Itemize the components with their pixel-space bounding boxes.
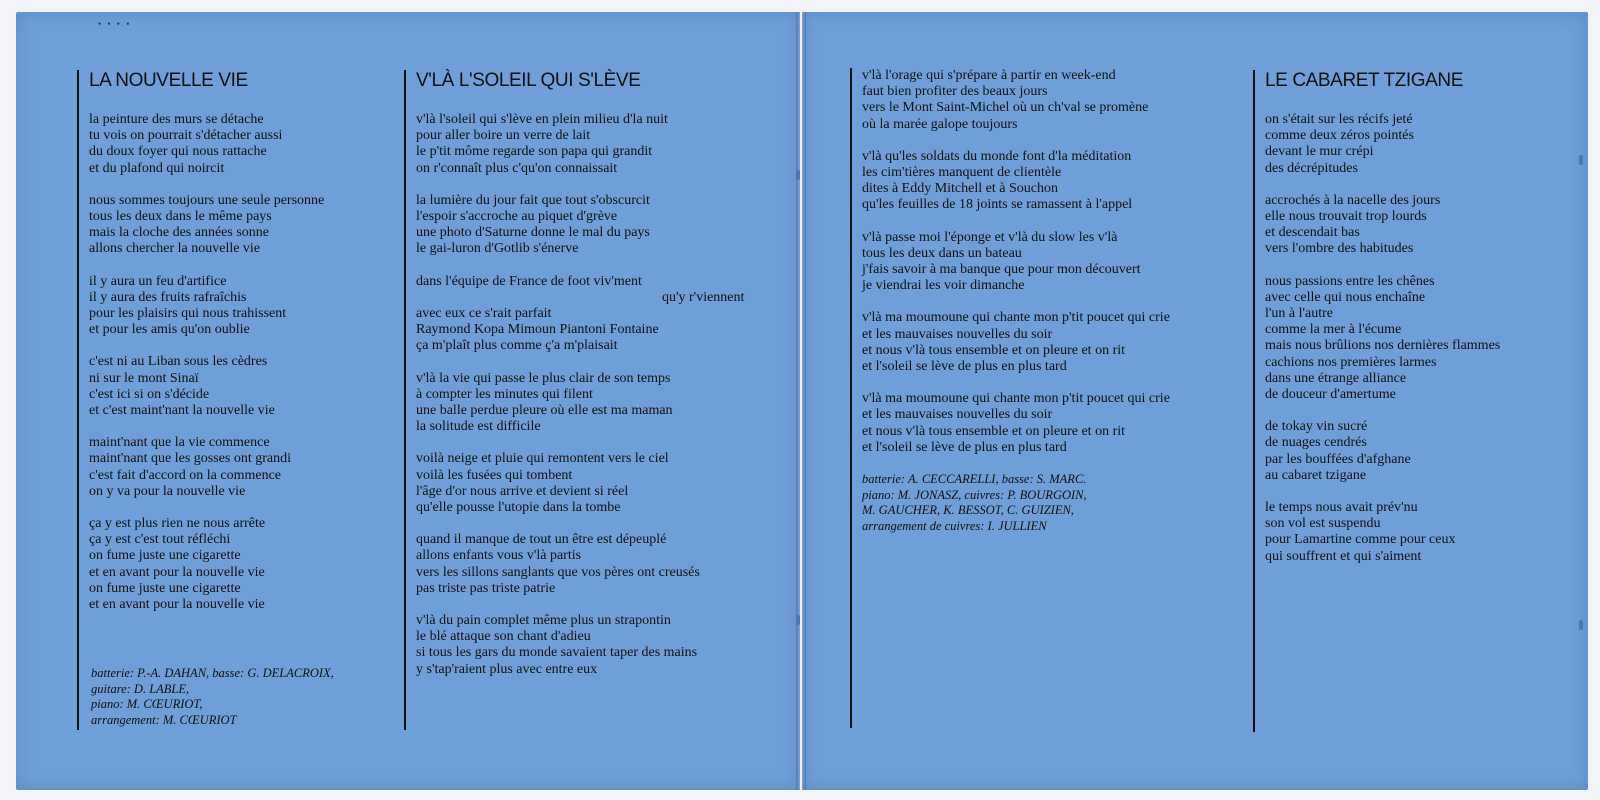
lyric-line: devant le mur crépi — [1265, 144, 1374, 160]
lyric-line: et nous v'là tous ensemble et on pleure et on rit — [862, 342, 1126, 358]
lyric-line: qui souffrent et qui s'aiment — [1265, 548, 1422, 564]
stanza — [416, 613, 776, 678]
lyric-line: voilà les fusées qui tombent — [416, 467, 573, 483]
lyric-line: j'fais savoir à ma banque que pour mon découvert — [862, 262, 1141, 278]
lyric-line: nous passions entre les chênes — [1265, 273, 1435, 289]
lyric-line: le blé attaque son chant d'adieu — [416, 629, 591, 645]
lyric-line: mais la cloche des années sonne — [89, 225, 269, 241]
lyric-line: tous les deux dans le même pays — [89, 209, 272, 225]
stanza — [862, 391, 1232, 456]
lyric-line: nous sommes toujours une seule personne — [89, 192, 325, 208]
lyric-line: et descendait bas — [1265, 225, 1360, 241]
stanza — [1265, 193, 1545, 258]
lyric-line: il y aura des fruits rafraîchis — [89, 289, 247, 305]
stanza — [862, 230, 1232, 295]
stanza — [89, 193, 389, 258]
lyric-line: ni sur le mont Sinaï — [89, 370, 199, 386]
lyric-line: v'là la vie qui passe le plus clair de son temps — [416, 370, 671, 386]
lyric-line: la peinture des murs se détache — [89, 112, 264, 127]
lyric-line: ça y est c'est tout réfléchi — [89, 532, 231, 548]
lyric-line: et pour les amis qu'on oublie — [89, 322, 250, 338]
lyric-line: et l'soleil se lève de plus en plus tard — [862, 439, 1067, 455]
lyric-line: du doux foyer qui nous rattache — [89, 144, 267, 160]
lyric-line: v'là passe moi l'éponge et v'là du slow les v'là — [862, 229, 1118, 245]
lyric-line: v'là ma moumoune qui chante mon p'tit poucet qui crie — [862, 391, 1170, 407]
binding-notch — [796, 615, 800, 625]
corner-dots: • • • • — [98, 19, 132, 29]
lyric-line: on y va pour la nouvelle vie — [89, 483, 246, 499]
lyric-line: allons enfants vous v'là partis — [416, 548, 582, 564]
lyric-line: pas triste pas triste patrie — [416, 580, 556, 596]
stanza — [416, 112, 776, 177]
song-title: LA NOUVELLE VIE — [89, 70, 248, 91]
lyric-line: une balle perdue pleure où elle est ma maman — [416, 403, 673, 419]
song-column-le-cabaret-tzigane — [1253, 70, 1545, 732]
lyric-line: v'là l'soleil qui s'lève en plein milieu d'la nuit — [416, 112, 668, 127]
lyric-line: qu'elle pousse l'utopie dans la tombe — [416, 500, 621, 516]
lyric-line: vers les sillons sanglants que vos pères ont creusés — [416, 564, 700, 580]
stanza — [89, 435, 389, 500]
stanza — [416, 274, 776, 355]
lyric-line: ça m'plaît plus comme ç'a m'plaisait — [416, 338, 618, 354]
lyric-line: je viendrai les voir dimanche — [862, 278, 1025, 294]
lyric-line: de nuages cendrés — [1265, 435, 1367, 451]
credits-block — [862, 472, 1232, 534]
stanza — [1265, 500, 1545, 565]
lyric-line: v'là du pain complet même plus un strapontin — [416, 613, 671, 629]
song-title: V'LÀ L'SOLEIL QUI S'LÈVE — [416, 70, 641, 91]
lyric-line: des décrépitudes — [1265, 160, 1358, 176]
lyric-line: vers le Mont Saint-Michel où un ch'val se promène — [862, 100, 1149, 116]
lyric-line: il y aura un feu d'artifice — [89, 273, 227, 289]
lyric-line: tu vois on pourrait s'détacher aussi — [89, 128, 283, 144]
lyric-line: faut bien profiter des beaux jours — [862, 84, 1048, 100]
lyric-line: on fume juste une cigarette — [89, 548, 241, 564]
lyric-line: qu'y r'viennent — [662, 289, 745, 305]
lyric-line: et en avant pour la nouvelle vie — [89, 597, 265, 613]
lyric-line: le p'tit môme regarde son papa qui grandit — [416, 144, 653, 160]
stanza — [416, 451, 776, 516]
lyric-line: et du plafond qui noircit — [89, 160, 225, 176]
lyric-line: voilà neige et pluie qui remontent vers le ciel — [416, 451, 669, 467]
credit-line: arrangement: M. CŒURIOT — [91, 712, 237, 727]
stanza — [89, 354, 389, 419]
lyric-line: c'est ici si on s'décide — [89, 386, 210, 402]
stanza — [862, 68, 1232, 133]
lyric-line: mais nous brûlions nos dernières flammes — [1265, 338, 1501, 354]
binding-notch — [1579, 620, 1583, 630]
lyric-line: on fume juste une cigarette — [89, 580, 241, 596]
lyric-line: à compter les minutes qui filent — [416, 386, 593, 402]
lyric-line: le temps nous avait prév'nu — [1265, 500, 1418, 516]
lyric-line: l'espoir s'accroche au piquet d'grève — [416, 209, 618, 225]
lyric-line: et nous v'là tous ensemble et on pleure et on rit — [862, 423, 1126, 439]
lyric-line: avec celle qui nous enchaîne — [1265, 289, 1426, 305]
credit-line: arrangement de cuivres: I. JULLIEN — [862, 518, 1047, 533]
lyric-line: on s'était sur les récifs jeté — [1265, 112, 1413, 127]
lyric-line: la lumière du jour fait que tout s'obscurcit — [416, 192, 650, 208]
lyric-line: et c'est maint'nant la nouvelle vie — [89, 403, 275, 419]
stanza — [1265, 419, 1545, 484]
lyric-line: v'là qu'les soldats du monde font d'la méditation — [862, 148, 1132, 164]
lyric-line: pour Lamartine comme pour ceux — [1265, 532, 1456, 548]
lyric-line: Raymond Kopa Mimoun Piantoni Fontaine — [416, 322, 659, 338]
lyric-line: pour les plaisirs qui nous trahissent — [89, 306, 287, 322]
lyric-line: par les bouffées d'afghane — [1265, 451, 1411, 467]
lyric-line: et les mauvaises nouvelles du soir — [862, 326, 1053, 342]
lyric-line: tous les deux dans un bateau — [862, 245, 1022, 261]
lyric-line: dans une étrange alliance — [1265, 370, 1407, 386]
lyric-line: une photo d'Saturne donne le mal du pays — [416, 225, 650, 241]
lyric-line: c'est ni au Liban sous les cèdres — [89, 354, 268, 370]
lyric-line: on r'connaît plus c'qu'on connaissait — [416, 160, 618, 176]
lyric-line: l'un à l'autre — [1265, 306, 1334, 322]
stanza — [89, 516, 389, 613]
credit-line: batterie: A. CECCARELLI, basse: S. MARC. — [862, 472, 1087, 487]
lyric-line: de douceur d'amertume — [1265, 387, 1396, 403]
binding-notch — [796, 170, 800, 180]
lyric-line: maint'nant que la vie commence — [89, 435, 270, 451]
stanza — [1265, 112, 1545, 177]
stanza — [862, 149, 1232, 214]
lyric-line: c'est fait d'accord on la commence — [89, 467, 282, 483]
lyric-line: dites à Eddy Mitchell et à Souchon — [862, 181, 1058, 197]
lyric-line: et en avant pour la nouvelle vie — [89, 564, 265, 580]
lyric-line: si tous les gars du monde savaient taper des mains — [416, 645, 698, 661]
stanza — [89, 112, 389, 177]
lyric-line: avec eux ce s'rait parfait — [416, 306, 552, 322]
stanza — [416, 371, 776, 436]
lyric-line: cachions nos premières larmes — [1265, 354, 1437, 370]
lyric-line: la solitude est difficile — [416, 419, 541, 435]
lyric-line: de tokay vin sucré — [1265, 419, 1368, 435]
lyric-line: maint'nant que les gosses ont grandi — [89, 451, 291, 467]
lyric-line: son vol est suspendu — [1265, 516, 1381, 532]
lyric-line: y s'tap'raient plus avec entre eux — [416, 661, 598, 677]
binding-notch — [1579, 155, 1583, 165]
lyric-line: les cim'tières manquent de clientèle — [862, 165, 1062, 181]
credit-line: M. GAUCHER, K. BESSOT, C. GUIZIEN, — [862, 503, 1074, 518]
lyric-line: dans l'équipe de France de foot viv'ment — [416, 273, 642, 289]
lyric-line: ça y est plus rien ne nous arrête — [89, 516, 266, 532]
stanza — [416, 193, 776, 258]
lyric-line: l'âge d'or nous arrive et devient si réel — [416, 483, 629, 499]
credit-line: piano: M. CŒURIOT, — [91, 697, 203, 711]
song-column-vla-lsoleil-continued — [850, 68, 1232, 728]
stanza — [89, 274, 389, 339]
stanza — [862, 310, 1232, 375]
credit-line: batterie: P.-A. DAHAN, basse: G. DELACROIX, — [91, 666, 334, 680]
song-column-la-nouvelle-vie — [77, 70, 389, 730]
lyric-line: v'là ma moumoune qui chante mon p'tit poucet qui crie — [862, 310, 1170, 326]
lyric-line: pour aller boire un verre de lait — [416, 128, 591, 144]
lyric-line: quand il manque de tout un être est dépeuplé — [416, 532, 667, 548]
lyric-line: comme la mer à l'écume — [1265, 322, 1402, 338]
booklet-spine — [796, 12, 806, 790]
lyric-line: v'là l'orage qui s'prépare à partir en week-end — [862, 68, 1116, 83]
lyric-line: comme deux zéros pointés — [1265, 128, 1414, 144]
lyric-line: allons chercher la nouvelle vie — [89, 241, 261, 257]
lyric-line: qu'les feuilles de 18 joints se ramassent à l'appel — [862, 197, 1133, 213]
lyric-line: elle nous trouvait trop lourds — [1265, 209, 1427, 225]
lyric-line: et les mauvaises nouvelles du soir — [862, 407, 1053, 423]
lyric-line: où la marée galope toujours — [862, 116, 1018, 132]
lyric-line: le gai-luron d'Gotlib s'énerve — [416, 241, 579, 257]
lyric-line: vers l'ombre des habitudes — [1265, 241, 1414, 257]
credit-line: piano: M. JONASZ, cuivres: P. BOURGOIN, — [862, 487, 1087, 502]
credits-block — [91, 666, 334, 728]
lyric-line: accrochés à la nacelle des jours — [1265, 192, 1441, 208]
stanza — [416, 532, 776, 597]
lyric-line: et l'soleil se lève de plus en plus tard — [862, 359, 1067, 375]
song-title: LE CABARET TZIGANE — [1265, 70, 1463, 91]
stanza — [1265, 274, 1545, 404]
lyric-line: au cabaret tzigane — [1265, 467, 1367, 483]
credit-line: guitare: D. LABLE, — [91, 681, 190, 696]
song-column-vla-lsoleil — [404, 70, 776, 730]
